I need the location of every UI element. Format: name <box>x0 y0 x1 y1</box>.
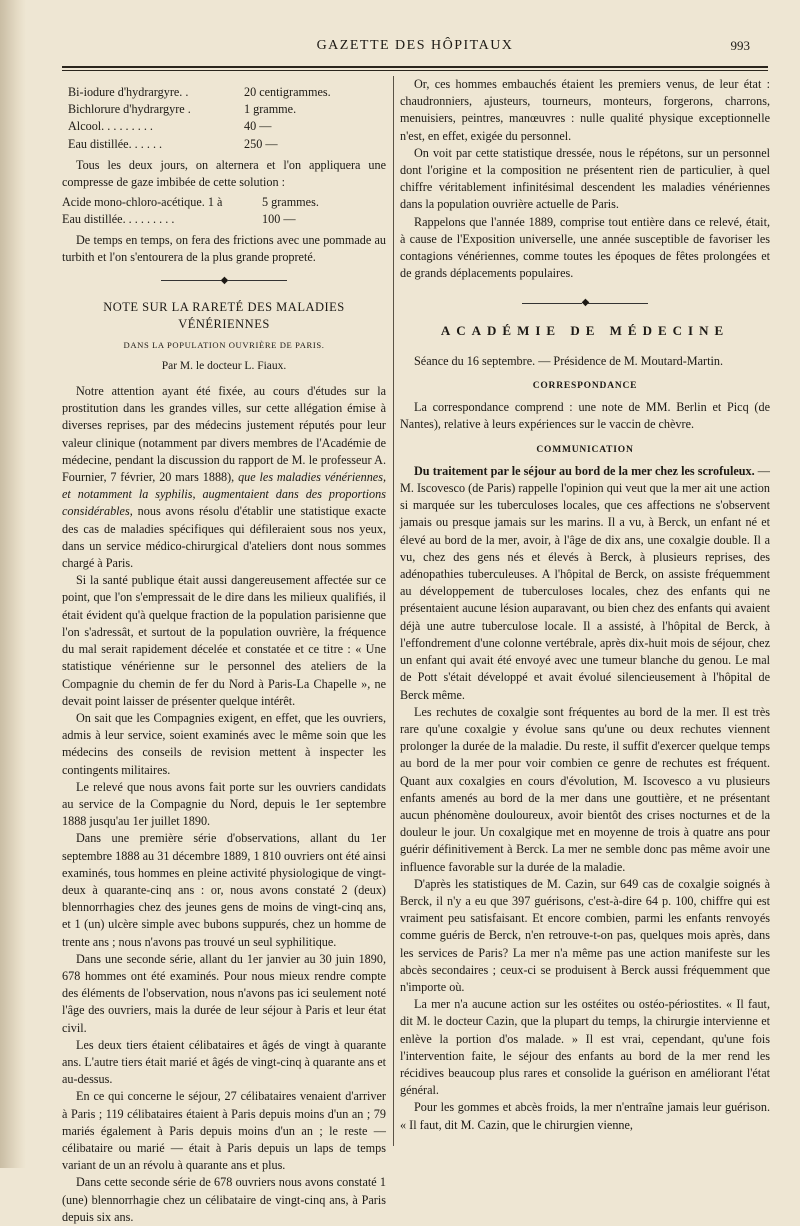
paragraph: Tous les deux jours, on alternera et l'on appliquera une compresse de gaze imbibée de cette solution : <box>62 157 386 190</box>
paragraph: La mer n'a aucune action sur les ostéites ou ostéo-périostites. « Il faut, dit M. le docteur Cazin, que la plupart du temps, la chirurgie intervienne et enlève la portion d'os malade. » Il est vrai, cependant, qu'une fois l'intervention faite, le séjour des enfants au bord de la mer rend les récidives beaucoup plus rares et consolide la guérison en améliorant l'état général. <box>400 997 770 1098</box>
paragraph: La correspondance comprend : une note de MM. Berlin et Picq (de Nantes), relative à leurs expériences sur le vaccin de chèvre. <box>400 400 770 432</box>
formula-2 <box>62 194 386 228</box>
paragraph: Or, ces hommes embauchés étaient les premiers venus, de leur état : chaudronniers, ajusteurs, tourneurs, monteurs, forgerons, charrons, menuisiers, peintres, manœuvres : nulle qualité physique exceptionnelle n'est, en effet, exigée du personnel. <box>400 77 770 143</box>
section-separator: ◆ <box>400 294 770 311</box>
paragraph: De temps en temps, on fera des frictions avec une pommade au turbith et l'on s'entourera de la plus grande propreté. <box>62 232 386 264</box>
paragraph: D'après les statistiques de M. Cazin, sur 649 cas de coxalgie soignés à Berck, il n'y a eu que 397 guérisons, c'est-à-dire 64 p. 100, chiffre qui est vraiment peu satisfaisant. Et encore combien, parmi les enfants renvoyés comme guéris de Berck, n'en retrouve-t-on pas, quelques mois après, dans les services de Paris? La mer n'a même pas une action manifeste sur les abcès secondaires ; ceux-ci se produisent à Berck aussi fréquemment que n'importe où. <box>400 876 770 994</box>
article-subtitle: DANS LA POPULATION OUVRIÈRE DE PARIS. <box>123 339 325 350</box>
paragraph: Le relevé que nous avons fait porte sur les ouvriers candidats au service de la Compagnie du Nord, depuis le 1er septembre 1888 jusqu'au 1er juillet 1890. <box>62 779 386 829</box>
paragraph: On sait que les Compagnies exigent, en effet, que les ouvriers, admis à leur service, soient examinés avec le même soin que les médecins des conseils de revision mettent à inspecter les contingents militaires. <box>62 710 386 777</box>
paragraph: Du traitement par le séjour au bord de la mer chez les scrofuleux. — M. Iscovesco (de Paris) rappelle l'opinion qui veut que la mer ait une action si marquée sur les tuberculoses locales, que ces affections ne s'observent jamais ou presque jamais sur les marins. Il a vu, à Berck, un enfant né et élevé au bord de la mer, avoir, à l'âge de dix ans, une coxalgie double. Il a vu, chez des gens nés et élevés à Berck, à plusieurs reprises, des adénopathies tuberculeuses. A l'hôpital de Berck, on assiste fréquemment au développement de tuberculoses locales, chez des enfants qui ne présentaient aucune lésion auparavant, ou bien chez des enfants qui avaient déjà une autre tuberculose locale. Il a assisté, à l'hôpital de Berck, à l'effondrement d'une colonne vertébrale, après dix-huit mois de séjour, chez un enfant qui avait été envoyé avec une tumeur blanche du genou. Le mal de Pott s'était développé et avait évolué silencieusement à l'hôpital de Berck même. <box>400 463 770 702</box>
page-header <box>60 38 770 58</box>
right-column <box>400 76 770 1134</box>
paragraph: Dans cette seconde série de 678 ouvriers nous avons constaté 1 (une) blennorrhagie chez un célibataire de vingt-cinq ans, à Paris depuis six ans. <box>62 1175 386 1224</box>
paragraph: Dans une seconde série, allant du 1er janvier au 30 juin 1890, 678 hommes ont été examinés. Pour nous mieux rendre compte des éléments de l'observation, nous n'avons pas ici seulement noté l'âge des ouvriers, mais la durée de leur séjour à Paris et leur état civil. <box>62 951 386 1035</box>
subheading-correspondance: CORRESPONDANCE <box>532 381 638 392</box>
formula-row: Acide mono-chloro-acétique. 1 à 5 grammes. <box>62 195 319 210</box>
formula-row: Eau distillée. . . . . . . . . 100 — <box>62 212 296 227</box>
emphasis: que les maladies vénériennes, et notamment la syphilis, augmentaient dans des proportions considérables, <box>62 470 386 519</box>
article-title: NOTE SUR LA RARETÉ DES MALADIES VÉNÉRIENNES <box>103 300 345 332</box>
communication-title: Du traitement par le séjour au bord de la mer chez les scrofuleux. <box>414 463 755 478</box>
page-binding-edge <box>0 0 26 1168</box>
formula-1 <box>62 84 386 153</box>
subheading-communication: COMMUNICATION <box>536 444 634 455</box>
header-rule <box>62 66 768 68</box>
header-rule-thin <box>62 70 768 71</box>
article-author: Par M. le docteur L. Fiaux. <box>161 359 287 372</box>
paragraph: Rappelons que l'année 1889, comprise tout entière dans ce relevé, était, à cause de l'Exposition universelle, une année susceptible de favoriser les contagions vénériennes, comme toutes les époques de fêtes prolongées et de grands déplacements populaires. <box>400 214 770 281</box>
formula-row: Alcool. . . . . . . . . 40 — <box>68 119 272 134</box>
paragraph: Les rechutes de coxalgie sont fréquentes au bord de la mer. Il est très rare qu'une coxalgie y évolue sans qu'une ou deux rechutes viennent prolonger la durée de la maladie. Du reste, il suffit d'exercer quelque temps au bord de la mer pour voir combien ce genre de rechutes est fréquent. Quant aux coxalgies en cours d'évolution, M. Iscovesco a vu plusieurs enfants amenés au bord de la mer dans une gouttière, et ne présentant aucun phénomène douloureux, avoir bientôt des crises nocturnes et de la douleur le jour. Un coxalgique met en moyenne de trois à quatre ans pour guérir définitivement à Berck. La mer ne semble donc pas même avoir une influence favorable sur la durée de la maladie. <box>400 704 770 874</box>
formula-row: Eau distillée. . . . . . 250 — <box>68 136 278 151</box>
paragraph: Notre attention ayant été fixée, au cours d'études sur la prostitution dans les grandes villes, sur cette allégation émise à diverses reprises, par des médecins justement réputés pour leur valeur clinique (notamment par divers membres de l'Académie de médecine, pendant la discussion du rapport de M. le professeur A. Fournier, 7 février, 20 mars 1888), que les maladies vénériennes, et notamment la syphilis, augmentaient dans des proportions considérables, nous avons résolu d'établir une statistique exacte des cas de maladies spécifiques qui défileraient sous nos yeux, dans un service médico-chirurgical d'ateliers dont nous sommes chargé à Paris. <box>62 384 386 571</box>
session-line: Séance du 16 septembre. — Présidence de M. Moutard-Martin. <box>414 353 724 368</box>
paragraph: En ce qui concerne le séjour, 27 célibataires venaient d'arriver à Paris ; 119 célibataires étaient à Paris depuis moins d'un an ; 79 mariés également à Paris depuis moins d'un an ; le reste — célibataire ou marié — était à Paris depuis un laps de temps variant de un an révolu à quarante ans et plus. <box>62 1089 386 1173</box>
section-heading-academie: ACADÉMIE DE MÉDECINE <box>440 322 730 338</box>
paragraph: Pour les gommes et abcès froids, la mer n'entraîne jamais leur guérison. « Il faut, dit M. Cazin, que le chirurgien vienne, <box>400 1100 770 1132</box>
paragraph: Dans une première série d'observations, allant du 1er septembre 1888 au 31 décembre 1889, 1 810 ouvriers ont été ainsi examinés, tous hommes en pleine activité physiologique de vingt-deux à quarante-cinq ans : or, nous avons constaté 2 (deux) blennorrhagies chez des jeunes gens de moins de vingt-cinq ans, et 1 (un) ulcère simple avec bubons suppurés, chez un homme de trente ans ; nous n'avons pas trouvé un seul syphilitique. <box>62 831 386 949</box>
formula-row: Bichlorure d'hydrargyre . 1 gramme. <box>68 102 297 117</box>
left-column <box>62 76 386 1226</box>
paragraph: Les deux tiers étaient célibataires et âgés de vingt à quarante ans. L'autre tiers était marié et âgés de vingt-cinq à quarante ans et au-dessus. <box>62 1037 387 1087</box>
paragraph: On voit par cette statistique dressée, nous le répétons, sur un personnel dont l'origine et la composition ne présentent rien de particulier, à quel chiffre véritablement infinitésimal descendent les maladies vénériennes dans la population ouvrière actuelle de Paris. <box>400 145 770 212</box>
page-number: 993 <box>730 38 750 53</box>
section-separator: ◆ <box>62 272 386 289</box>
column-divider <box>393 76 394 1146</box>
journal-title: GAZETTE DES HÔPITAUX <box>316 38 514 53</box>
formula-row: Bi-iodure d'hydrargyre. . 20 centigrammes. <box>68 85 331 99</box>
paragraph: Si la santé publique était aussi dangereusement affectée sur ce point, que l'on s'empressait de le dire dans les milieux qualifiés, il était évident qu'à quelque fraction de la population parisienne que l'on s'adressât, et surtout de la population ouvrière, la fréquence du mal serait rapidement décelée et constatée et ce titre : « Une statistique vénérienne sur le personnel des ateliers de la Compagnie du chemin de fer du Nord à Paris-La Chapelle », ne devait point laisser de présenter quelque intérêt. <box>62 573 386 708</box>
